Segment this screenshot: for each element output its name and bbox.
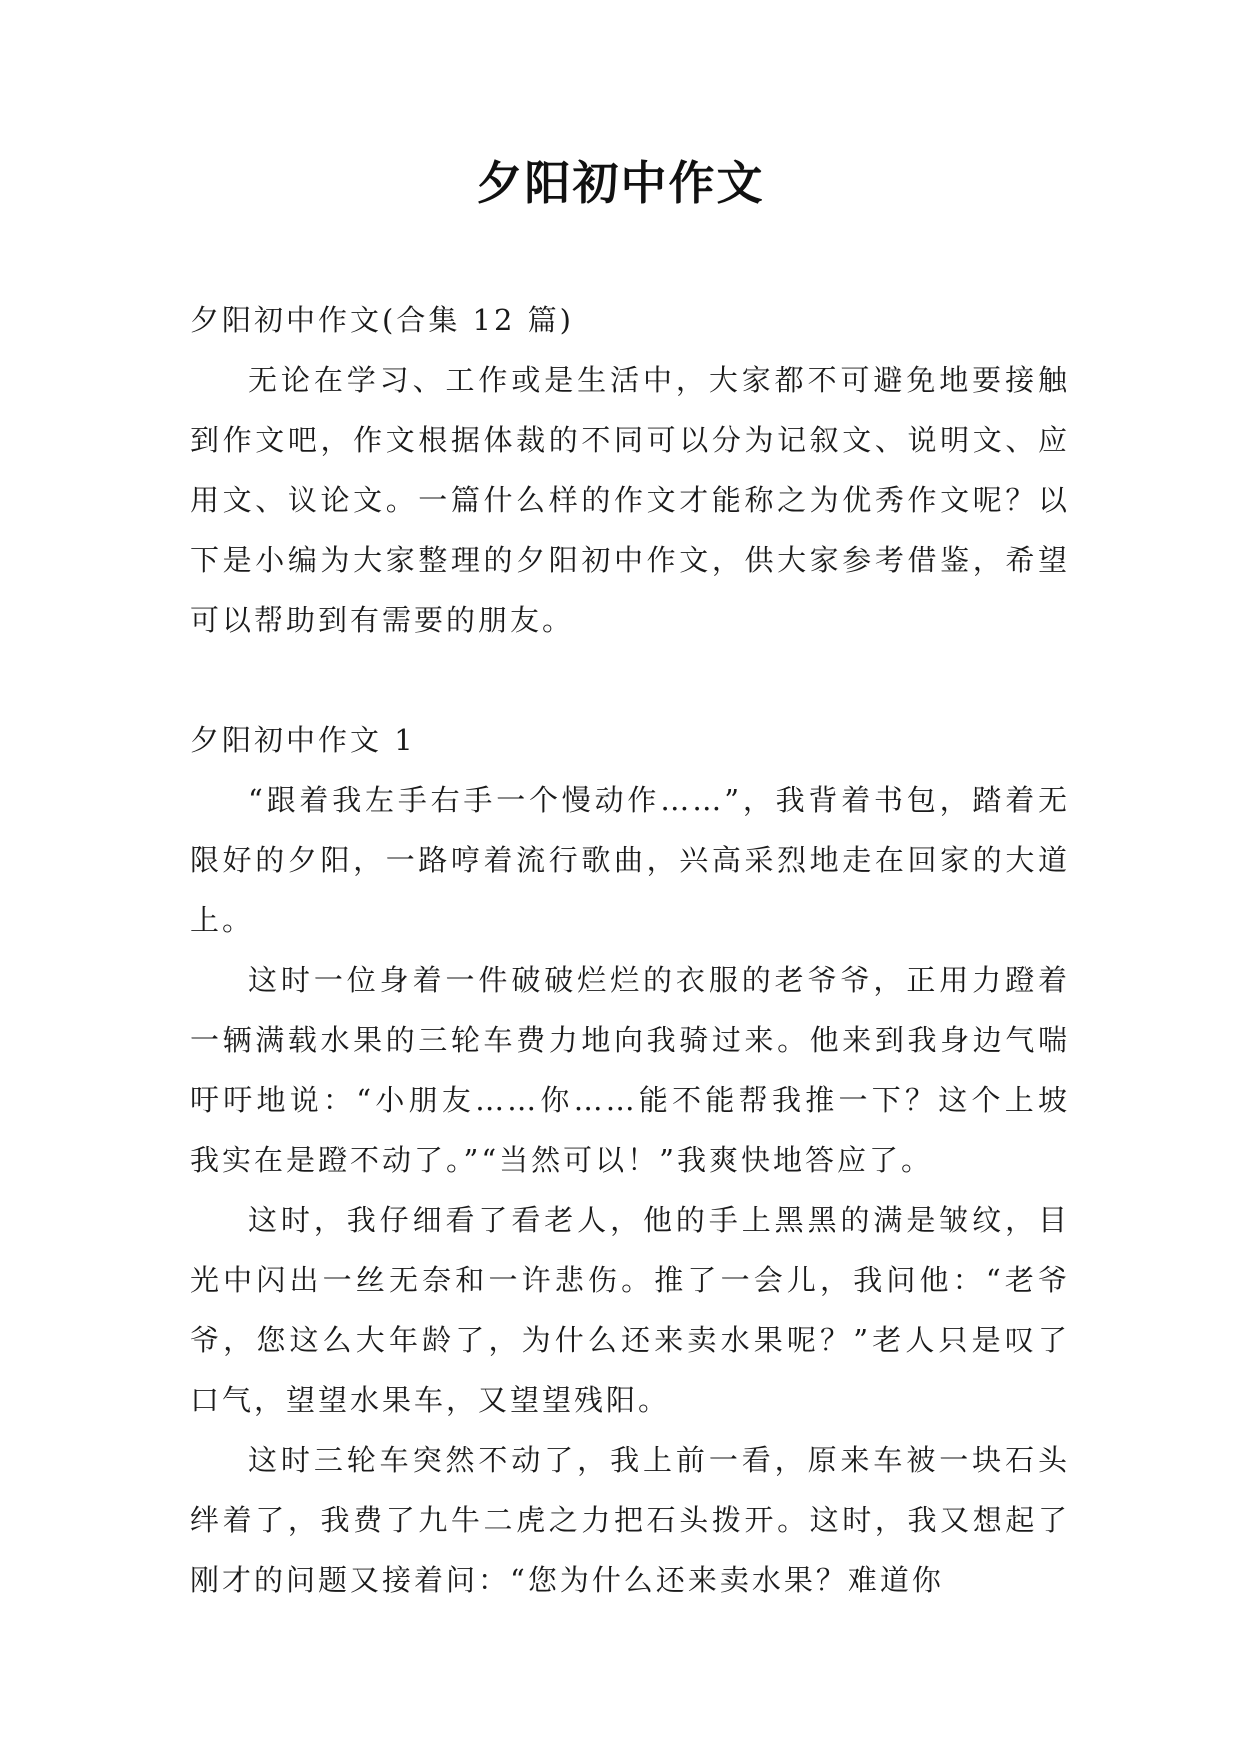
- body-paragraph: 这时一位身着一件破破烂烂的衣服的老爷爷，正用力蹬着一辆满载水果的三轮车费力地向我骑过来。他来到我身边气喘吁吁地说：“小朋友……你……能不能帮我推一下？这个上坡我实在是蹬不动了。”“当然可以！”我爽快地答应了。: [190, 963, 1070, 1177]
- document-body: [190, 290, 1070, 1610]
- section-spacer: [190, 650, 1070, 710]
- section-heading: 夕阳初中作文 1: [190, 723, 416, 757]
- body-paragraph: “跟着我左手右手一个慢动作……”，我背着书包，踏着无限好的夕阳，一路哼着流行歌曲，兴高采烈地走在回家的大道上。: [190, 783, 1070, 937]
- intro-paragraph: 无论在学习、工作或是生活中，大家都不可避免地要接触到作文吧，作文根据体裁的不同可以分为记叙文、说明文、应用文、议论文。一篇什么样的作文才能称之为优秀作文呢？以下是小编为大家整理的夕阳初中作文，供大家参考借鉴，希望可以帮助到有需要的朋友。: [190, 363, 1070, 637]
- document-subtitle: 夕阳初中作文(合集 12 篇): [190, 303, 574, 337]
- body-paragraph: 这时三轮车突然不动了，我上前一看，原来车被一块石头绊着了，我费了九牛二虎之力把石头拨开。这时，我又想起了刚才的问题又接着问：“您为什么还来卖水果？难道你: [190, 1443, 1070, 1597]
- body-paragraph: 这时，我仔细看了看老人，他的手上黑黑的满是皱纹，目光中闪出一丝无奈和一许悲伤。推了一会儿，我问他：“老爷爷，您这么大年龄了，为什么还来卖水果呢？”老人只是叹了口气，望望水果车，又望望残阳。: [190, 1203, 1070, 1417]
- document-title: 夕阳初中作文: [476, 156, 765, 210]
